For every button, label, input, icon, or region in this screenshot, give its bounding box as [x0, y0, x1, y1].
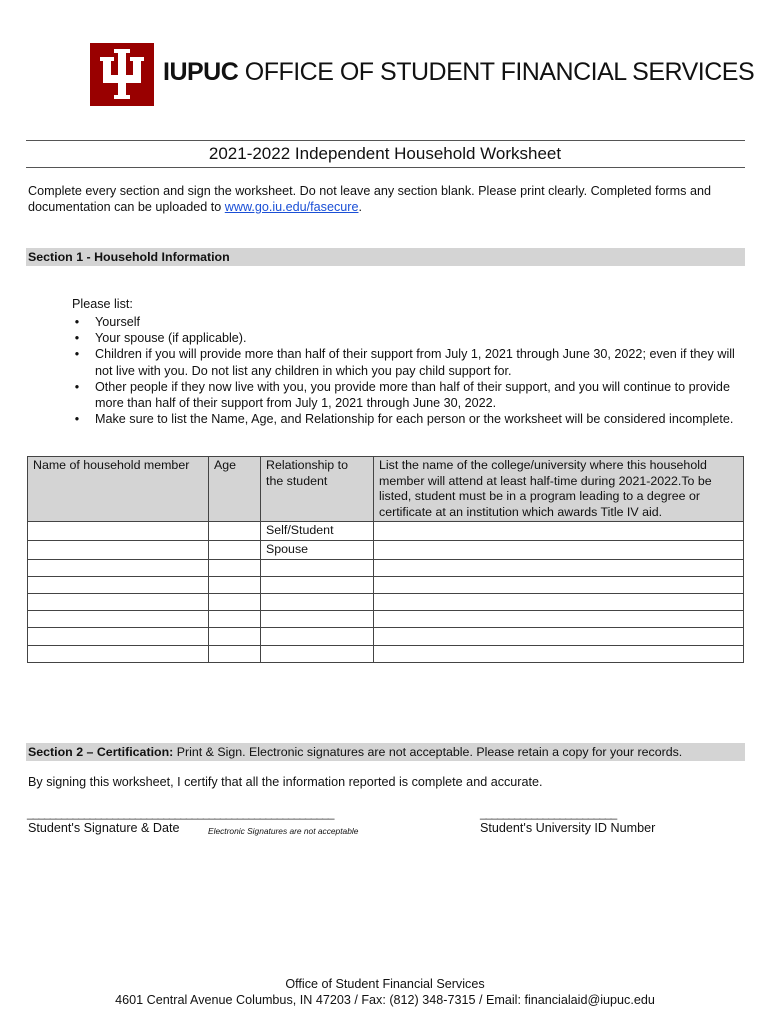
cell-relationship[interactable] [261, 628, 374, 645]
cell-age[interactable] [209, 645, 261, 662]
intro-text: Complete every section and sign the worksheet. Do not leave any section blank. Please print clearly. Completed forms and documentation can be uploaded to [28, 184, 711, 214]
signature-note: Electronic Signatures are not acceptable [208, 826, 359, 836]
cell-college[interactable] [374, 559, 744, 576]
cell-name[interactable] [28, 522, 209, 541]
cell-age[interactable] [209, 559, 261, 576]
table-row [28, 628, 744, 645]
cell-age[interactable] [209, 576, 261, 593]
list-item [72, 346, 744, 378]
list-item [72, 330, 744, 346]
list-item-text: Make sure to list the Name, Age, and Relationship for each person or the worksheet will be considered incomplete. [95, 412, 734, 427]
cell-college[interactable] [374, 645, 744, 662]
section-1-label: Section 1 - Household Information [28, 250, 230, 264]
household-table [27, 456, 744, 663]
signature-line[interactable]: ______________________________________________________ [27, 806, 334, 820]
list-item-text: Yourself [95, 315, 141, 329]
table-header-row [28, 457, 744, 522]
cell-name[interactable] [28, 645, 209, 662]
bullet-icon: • [74, 315, 80, 329]
table-row [28, 559, 744, 576]
table-row [28, 522, 744, 541]
section-1-header [26, 248, 745, 266]
table-row [28, 576, 744, 593]
cell-college[interactable] [374, 522, 744, 541]
cell-relationship[interactable]: Spouse [261, 540, 374, 559]
section-2-instructions: Print & Sign. Electronic signatures are not acceptable. Please retain a copy for your records. [173, 745, 683, 759]
list-item [72, 379, 744, 411]
cell-college[interactable] [374, 540, 744, 559]
cell-name[interactable] [28, 628, 209, 645]
bullet-icon: • [74, 347, 80, 362]
cell-name[interactable] [28, 611, 209, 628]
list-item-text: Children if you will provide more than half of their support from July 1, 2021 through June 30, 2022; even if they will not live with you. Do not list any children in which you pay child support for. [95, 347, 735, 378]
brand-rest: OFFICE OF STUDENT FINANCIAL SERVICES [244, 58, 755, 86]
footer-address: 4601 Central Avenue Columbus, IN 47203 / Fax: (812) 348-7315 / Email: financialaid@iupuc.edu [115, 993, 655, 1007]
cell-relationship[interactable] [261, 576, 374, 593]
bullet-icon: • [74, 331, 80, 346]
certification-statement: By signing this worksheet, I certify that all the information reported is complete and accurate. [28, 775, 543, 789]
table-row [28, 540, 744, 559]
list-item [72, 411, 744, 427]
bullet-icon: • [74, 379, 80, 394]
list-item-text: Your spouse (if applicable). [95, 331, 247, 346]
list-item-text: Other people if they now live with you, you provide more than half of their support, and you will continue to provide more than half of their support from July 1, 2021 through June 30, 2022. [95, 379, 730, 411]
cell-name[interactable] [28, 540, 209, 559]
student-id-line[interactable]: ________________________ [480, 806, 617, 820]
signature-label: Student's Signature & Date [28, 821, 180, 835]
header-name: Name of household member [28, 457, 209, 522]
title-rule-top [26, 140, 745, 141]
header-college: List the name of the college/university where this household member will attend at least half-time during 2021-2022.To be listed, student must be in a program leading to a degree or certificate at an institution which awards Title IV aid. [374, 457, 744, 522]
cell-age[interactable] [209, 593, 261, 610]
brand-bold: IUPUC [163, 58, 239, 86]
intro-period: . [358, 200, 362, 214]
cell-age[interactable] [209, 540, 261, 559]
section-2-header [26, 743, 745, 761]
bullet-icon: • [74, 412, 80, 427]
page-title: 2021-2022 Independent Household Worksheet [208, 144, 562, 163]
instruction-list [72, 314, 744, 427]
list-item [72, 314, 744, 330]
footer-office: Office of Student Financial Services [285, 977, 485, 991]
cell-relationship[interactable] [261, 645, 374, 662]
cell-age[interactable] [209, 611, 261, 628]
cell-college[interactable] [374, 628, 744, 645]
intro-paragraph [28, 183, 743, 215]
cell-relationship[interactable] [261, 593, 374, 610]
cell-age[interactable] [209, 628, 261, 645]
title-rule-bottom [26, 167, 745, 168]
please-list-label: Please list: [72, 297, 133, 311]
cell-age[interactable] [209, 522, 261, 541]
cell-name[interactable] [28, 593, 209, 610]
section-2-label: Section 2 – Certification: [28, 745, 174, 759]
student-id-label: Student's University ID Number [480, 821, 656, 835]
cell-name[interactable] [28, 559, 209, 576]
cell-relationship[interactable] [261, 611, 374, 628]
header-age: Age [209, 457, 261, 522]
cell-name[interactable] [28, 576, 209, 593]
cell-college[interactable] [374, 611, 744, 628]
header-relationship: Relationship to the student [261, 457, 374, 522]
table-row [28, 645, 744, 662]
table-row [28, 593, 744, 610]
table-row [28, 611, 744, 628]
cell-college[interactable] [374, 593, 744, 610]
cell-college[interactable] [374, 576, 744, 593]
cell-relationship[interactable]: Self/Student [261, 522, 374, 541]
upload-link[interactable]: www.go.iu.edu/fasecure [224, 200, 359, 214]
cell-relationship[interactable] [261, 559, 374, 576]
office-brand-title [163, 58, 754, 87]
iu-trident-logo [90, 43, 154, 106]
